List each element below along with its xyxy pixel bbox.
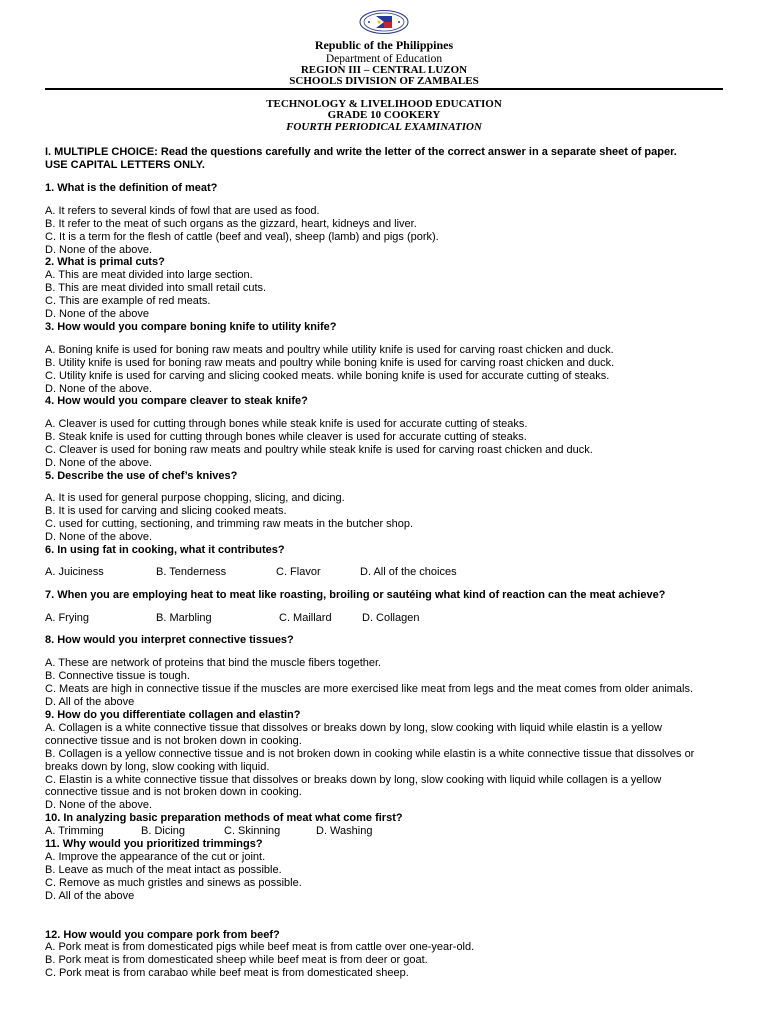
q11-choice-c: C. Remove as much gristles and sinews as possible. [45, 877, 302, 889]
q3-choice-a: A. Boning knife is used for boning raw meats and poultry while utility knife is used for carving roast chicken and duck. [45, 344, 614, 356]
q9-choice-d: D. None of the above. [45, 799, 153, 811]
q9-choice-a: A. Collagen is a white connective tissue that dissolves or breaks down by long, slow cooking with liquid while elastin is a yellow [45, 722, 662, 734]
header-department: Department of Education [325, 53, 443, 65]
instructions-line-1: I. MULTIPLE CHOICE: Read the questions carefully and write the letter of the correct answer in a separate sheet of paper. [45, 146, 677, 158]
q2-choice-c: C. This are example of red meats. [45, 295, 211, 307]
q7-choice-b: B. Marbling [156, 612, 212, 624]
q7-choice-a: A. Frying [45, 612, 90, 624]
q7-choice-c: C. Maillard [279, 612, 332, 624]
q9-choice-a-continued: connective tissue and is not broken down in cooking. [45, 735, 302, 747]
q9-choice-b: B. Collagen is a yellow connective tissue and is not broken down in cooking while elastin is a white connective tissue that dissolves or [45, 748, 695, 760]
question-8: 8. How would you interpret connective tissues? [45, 634, 294, 646]
q10-choice-c: C. Skinning [224, 825, 281, 837]
question-1: 1. What is the definition of meat? [45, 182, 218, 194]
q10-choice-a: A. Trimming [45, 825, 104, 837]
exam-grade: GRADE 10 COOKERY [327, 109, 441, 121]
q4-choice-d: D. None of the above. [45, 457, 153, 469]
q1-choice-a: A. It refers to several kinds of fowl that are used as food. [45, 205, 320, 217]
q5-choice-b: B. It is used for carving and slicing cooked meats. [45, 505, 287, 517]
q6-choice-c: C. Flavor [276, 566, 321, 578]
q2-choice-b: B. This are meat divided into small retail cuts. [45, 282, 267, 294]
q9-choice-c-continued: connective tissue and is not broken down in cooking. [45, 786, 302, 798]
question-9: 9. How do you differentiate collagen and elastin? [45, 709, 301, 721]
header-divider [45, 88, 723, 90]
q1-choice-c: C. It is a term for the flesh of cattle (beef and veal), sheep (lamb) and pigs (pork). [45, 231, 439, 243]
q7-choice-d: D. Collagen [362, 612, 420, 624]
question-11: 11. Why would you prioritized trimmings? [45, 838, 263, 850]
q5-choice-c: C. used for cutting, sectioning, and trimming raw meats in the butcher shop. [45, 518, 414, 530]
question-12: 12. How would you compare pork from beef? [45, 929, 280, 941]
question-5: 5. Describe the use of chef’s knives? [45, 470, 238, 482]
q9-choice-b-continued: breaks down by long, slow cooking with liquid. [45, 761, 270, 773]
q1-choice-b: B. It refer to the meat of such organs as the gizzard, heart, kidneys and liver. [45, 218, 417, 230]
question-4: 4. How would you compare cleaver to steak knife? [45, 395, 308, 407]
q10-choices-row [45, 825, 745, 838]
q12-choice-b: B. Pork meat is from domesticated sheep while beef meat is from deer or goat. [45, 954, 428, 966]
q12-choice-c: C. Pork meat is from carabao while beef meat is from domesticated sheep. [45, 967, 409, 979]
question-10: 10. In analyzing basic preparation methods of meat what come first? [45, 812, 403, 824]
header-region: REGION III – CENTRAL LUZON [300, 64, 468, 76]
q9-choice-c: C. Elastin is a white connective tissue that dissolves or breaks down by long, slow cooking with liquid while collagen is a yellow [45, 774, 662, 786]
q12-choice-a: A. Pork meat is from domesticated pigs while beef meat is from cattle over one-year-old. [45, 941, 475, 953]
question-2: 2. What is primal cuts? [45, 256, 165, 268]
q3-choice-d: D. None of the above. [45, 383, 153, 395]
q4-choice-a: A. Cleaver is used for cutting through bones while steak knife is used for accurate cutting of steaks. [45, 418, 528, 430]
q5-choice-d: D. None of the above. [45, 531, 153, 543]
question-7: 7. When you are employing heat to meat like roasting, broiling or sautéing what kind of reaction can the meat achieve? [45, 589, 666, 601]
q1-choice-d: D. None of the above. [45, 244, 153, 256]
q8-choice-c: C. Meats are high in connective tissue if the muscles are more exercised like meat from legs and the meat comes from older animals. [45, 683, 694, 695]
q2-choice-a: A. This are meat divided into large section. [45, 269, 253, 281]
q10-choice-d: D. Washing [316, 825, 373, 837]
deped-seal-logo [359, 10, 409, 34]
q5-choice-a: A. It is used for general purpose chopping, slicing, and dicing. [45, 492, 345, 504]
q6-choice-d: D. All of the choices [360, 566, 457, 578]
q11-choice-a: A. Improve the appearance of the cut or joint. [45, 851, 266, 863]
instructions-line-2: USE CAPITAL LETTERS ONLY. [45, 159, 205, 171]
q11-choice-b: B. Leave as much of the meat intact as possible. [45, 864, 282, 876]
exam-title: FOURTH PERIODICAL EXAMINATION [286, 121, 482, 133]
q6-choice-a: A. Juiciness [45, 566, 104, 578]
q6-choice-b: B. Tenderness [156, 566, 227, 578]
header-division: SCHOOLS DIVISION OF ZAMBALES [289, 75, 479, 87]
q8-choice-b: B. Connective tissue is tough. [45, 670, 190, 682]
q8-choice-d: D. All of the above [45, 696, 135, 708]
q3-choice-c: C. Utility knife is used for carving and slicing cooked meats. while boning knife is used for accurate cutting of steaks. [45, 370, 610, 382]
q2-choice-d: D. None of the above [45, 308, 149, 320]
q3-choice-b: B. Utility knife is used for boning raw meats and poultry while boning knife is used for carving roast chicken and duck. [45, 357, 615, 369]
question-3: 3. How would you compare boning knife to utility knife? [45, 321, 337, 333]
q6-choices-row [45, 566, 745, 579]
q4-choice-b: B. Steak knife is used for cutting through bones while cleaver is used for accurate cutting of steaks. [45, 431, 527, 443]
q11-choice-d: D. All of the above [45, 890, 135, 902]
q7-choices-row [45, 612, 745, 625]
q10-choice-b: B. Dicing [141, 825, 186, 837]
exam-subject: TECHNOLOGY & LIVELIHOOD EDUCATION [266, 98, 502, 110]
header-republic: Republic of the Philippines [314, 38, 454, 52]
q8-choice-a: A. These are network of proteins that bind the muscle fibers together. [45, 657, 382, 669]
q4-choice-c: C. Cleaver is used for boning raw meats and poultry while steak knife is used for carving roast chicken and duck. [45, 444, 593, 456]
question-6: 6. In using fat in cooking, what it contributes? [45, 544, 285, 556]
